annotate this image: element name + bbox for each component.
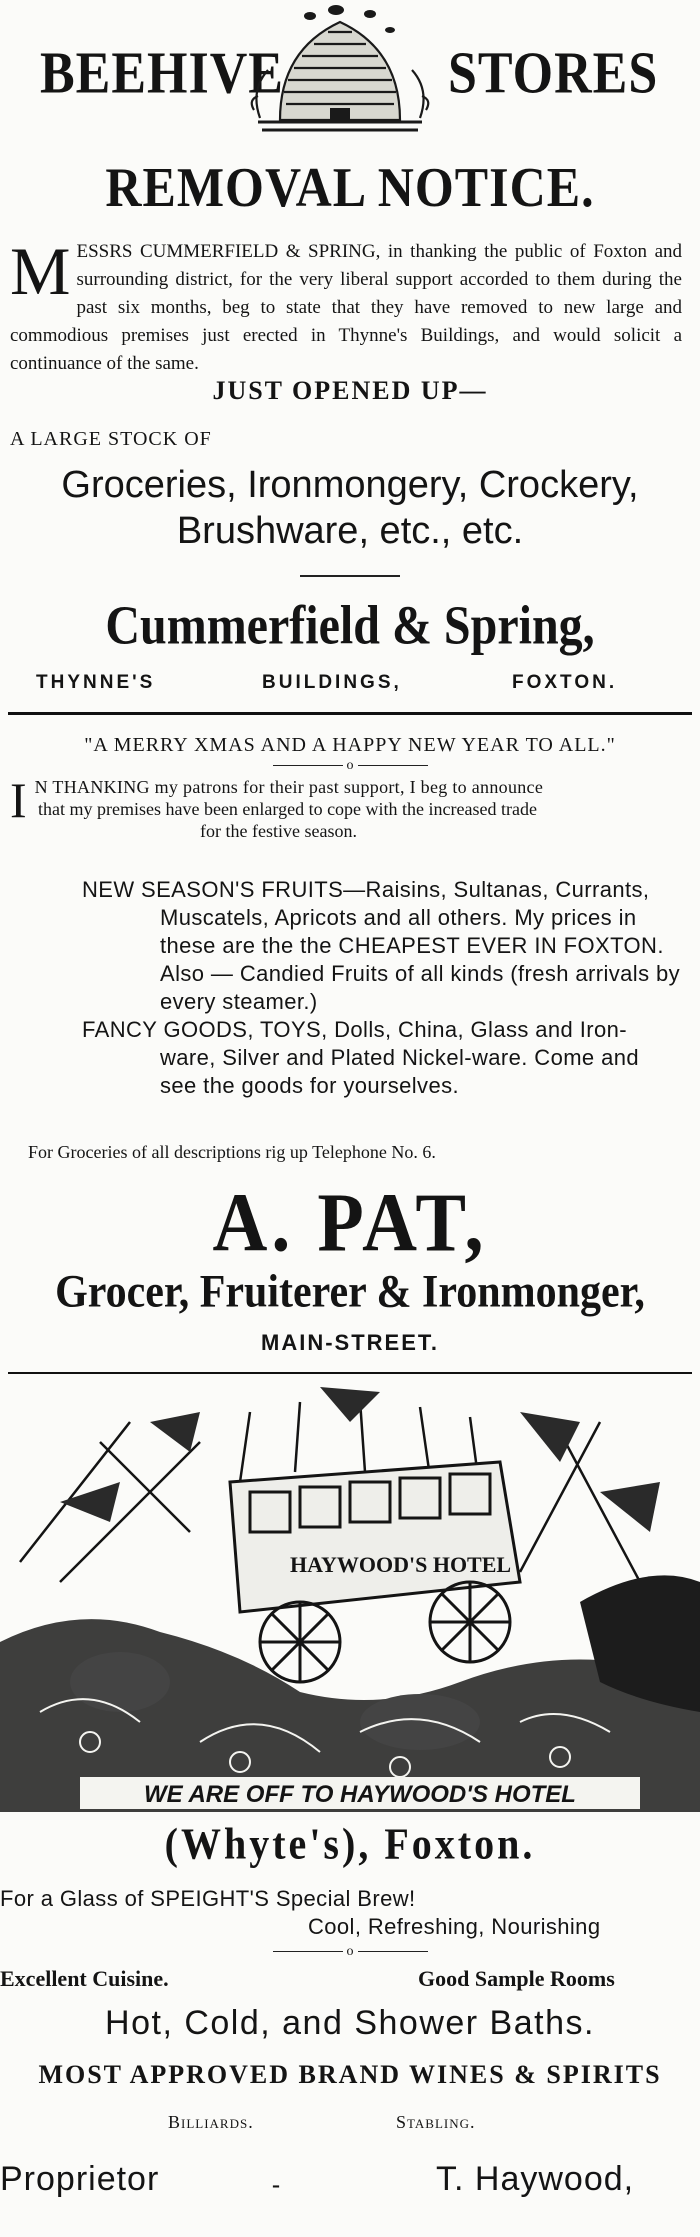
beehive-illustration — [240, 0, 440, 140]
whytes-foxton: (Whyte's), Foxton. — [164, 1818, 536, 1869]
coach-crowd-illustration — [0, 1382, 700, 1812]
speights-line: For a Glass of SPEIGHT'S Special Brew! — [0, 1886, 416, 1911]
header-stores: STORES — [448, 40, 659, 107]
pat-street: MAIN-STREET. — [261, 1330, 439, 1355]
sample-rooms-text: Good Sample Rooms — [418, 1966, 615, 1991]
fruits-list — [82, 876, 682, 1100]
section-divider-2 — [8, 1372, 692, 1374]
baths-text: Hot, Cold, and Shower Baths. — [105, 2004, 595, 2042]
address-buildings: BUILDINGS, — [262, 672, 402, 693]
header-beehive: BEEHIVE — [40, 40, 284, 107]
proprietor-dash: - — [272, 2172, 280, 2198]
thanks-paragraph — [10, 772, 670, 842]
o-separator — [0, 758, 700, 774]
removal-notice-text: ESSRS CUMMERFIELD & SPRING, in thanking the public of Foxton and surrounding district, for the very liberal support accorded to them during the past six months, beg to state that they have removed to new large and commodious premises just erected in Thynne's Buildings, and would solicit a continuance of the same. — [10, 241, 682, 374]
refreshing-line: Cool, Refreshing, Nourishing — [308, 1914, 601, 1939]
divider-short — [300, 575, 400, 577]
pat-name: A. PAT, — [212, 1176, 488, 1270]
address-thynnes: THYNNE'S — [36, 672, 156, 693]
telephone-line: For Groceries of all descriptions rig up Telephone No. 6. — [28, 1142, 436, 1162]
stabling-text: Stabling. — [396, 2112, 476, 2132]
wines-text: MOST APPROVED BRAND WINES & SPIRITS — [38, 2060, 662, 2089]
billiards-text: Billiards. — [168, 2112, 254, 2132]
illustration-caption: WE ARE OFF TO HAYWOOD'S HOTEL — [144, 1781, 576, 1808]
proprietor-label: Proprietor — [0, 2160, 160, 2198]
removal-title: REMOVAL NOTICE. — [105, 155, 595, 219]
coach-label: HAYWOOD'S HOTEL — [290, 1552, 512, 1577]
proprietor-name: T. Haywood, — [436, 2160, 635, 2198]
firm-address — [0, 672, 700, 702]
goods-line-2: Brushware, etc., etc. — [176, 510, 524, 552]
goods-list — [0, 462, 700, 554]
address-foxton: FOXTON. — [512, 672, 618, 693]
thanks-line-1: N THANKING my patrons for their past support, I beg to announce — [34, 777, 544, 797]
section-divider — [8, 712, 692, 715]
cuisine-text: Excellent Cuisine. — [0, 1966, 169, 1991]
removal-notice-paragraph — [10, 233, 682, 378]
goods-line-1: Groceries, Ironmongery, Crockery, — [61, 464, 639, 506]
o-separator-2 — [0, 1944, 700, 1960]
just-opened-heading: JUST OPENED UP— — [212, 376, 488, 405]
fruits-item-2: FANCY GOODS, TOYS, Dolls, China, Glass and Iron-ware, Silver and Plated Nickel-ware. Come and see the goods for yourselves. — [82, 1017, 639, 1098]
firm-name: Cummerfield & Spring, — [105, 595, 595, 656]
dropcap-i: I — [10, 772, 27, 828]
thanks-line-3: for the festive season. — [200, 821, 357, 841]
merry-xmas-line: "A MERRY XMAS AND A HAPPY NEW YEAR TO ALL." — [84, 734, 616, 756]
fruits-item-1: NEW SEASON'S FRUITS—Raisins, Sultanas, Currants, Muscatels, Apricots and all others. My prices in these are the the CHEAPEST EVER IN FOXTON. Also — Candied Fruits of all kinds (fresh arrivals by every steamer.) — [82, 877, 681, 1014]
pat-trade: Grocer, Fruiterer & Ironmonger, — [55, 1266, 645, 1318]
dropcap-m: M — [10, 233, 71, 309]
o-glyph: o — [346, 758, 354, 773]
o-glyph-2: o — [346, 1944, 354, 1959]
thanks-line-2: that my premises have been enlarged to cope with the increased trade — [38, 799, 537, 819]
large-stock-text: A LARGE STOCK OF — [10, 428, 212, 450]
